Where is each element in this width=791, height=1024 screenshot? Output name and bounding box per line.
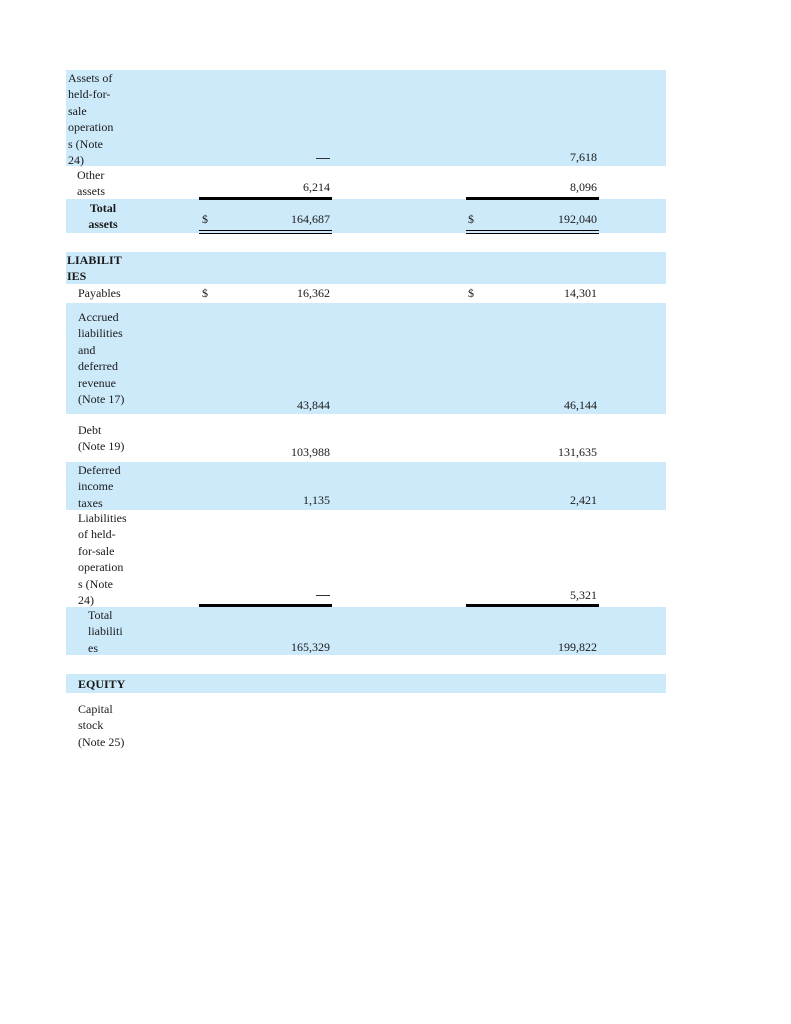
debt-col2: 131,635 [558,445,597,459]
assets-held-for-sale-col1-dash [316,158,330,159]
payables-col2-currency: $ [468,286,474,300]
underline-liabilities-held-for-sale-col1 [199,604,332,607]
liabilities-held-for-sale-col1-dash [316,595,330,596]
underline-other-assets-col2 [466,197,599,200]
payables-col1: 16,362 [297,286,330,300]
other-assets-col2: 8,096 [570,180,597,194]
other-assets-col1: 6,214 [303,180,330,194]
payables-col1-currency: $ [202,286,208,300]
payables-label: Payables [78,286,121,300]
row-band-liabilities-heading [66,252,666,284]
total-liabilities-col2: 199,822 [558,640,597,654]
total-liabilities-label: Total liabiliti es [88,608,123,655]
debt-col1: 103,988 [291,445,330,459]
debt-label: Debt (Note 19) [78,423,125,454]
total-assets-label: Total assets [88,201,118,232]
total-assets-col2-currency: $ [468,212,474,226]
other-assets-label: Other assets [77,168,105,199]
row-band-equity-heading [66,674,666,693]
total-assets-col1: 164,687 [291,212,330,226]
deferred-income-taxes-col2: 2,421 [570,493,597,507]
double-rule-total-assets-col1 [199,230,332,234]
capital-stock-label: Capital stock (Note 25) [78,702,125,749]
total-assets-col2: 192,040 [558,212,597,226]
deferred-income-taxes-label: Deferred income taxes [78,463,121,510]
deferred-income-taxes-col1: 1,135 [303,493,330,507]
underline-liabilities-held-for-sale-col2 [466,604,599,607]
accrued-liabilities-label: Accrued liabilities and deferred revenue (Note 17) [78,310,125,407]
total-liabilities-col1: 165,329 [291,640,330,654]
double-rule-total-assets-col2 [466,230,599,234]
liabilities-held-for-sale-label: Liabilities of held- for-sale operation s (Note 24) [78,511,127,608]
accrued-liabilities-col1: 43,844 [297,398,330,412]
underline-other-assets-col1 [199,197,332,200]
accrued-liabilities-col2: 46,144 [564,398,597,412]
liabilities-held-for-sale-col2: 5,321 [570,588,597,602]
assets-held-for-sale-col2: 7,618 [570,150,597,164]
assets-held-for-sale-label: Assets of held-for- sale operation s (Note 24) [68,71,114,168]
total-assets-col1-currency: $ [202,212,208,226]
liabilities-heading: LIABILIT IES [67,253,122,284]
payables-col2: 14,301 [564,286,597,300]
equity-heading: EQUITY [78,677,126,691]
